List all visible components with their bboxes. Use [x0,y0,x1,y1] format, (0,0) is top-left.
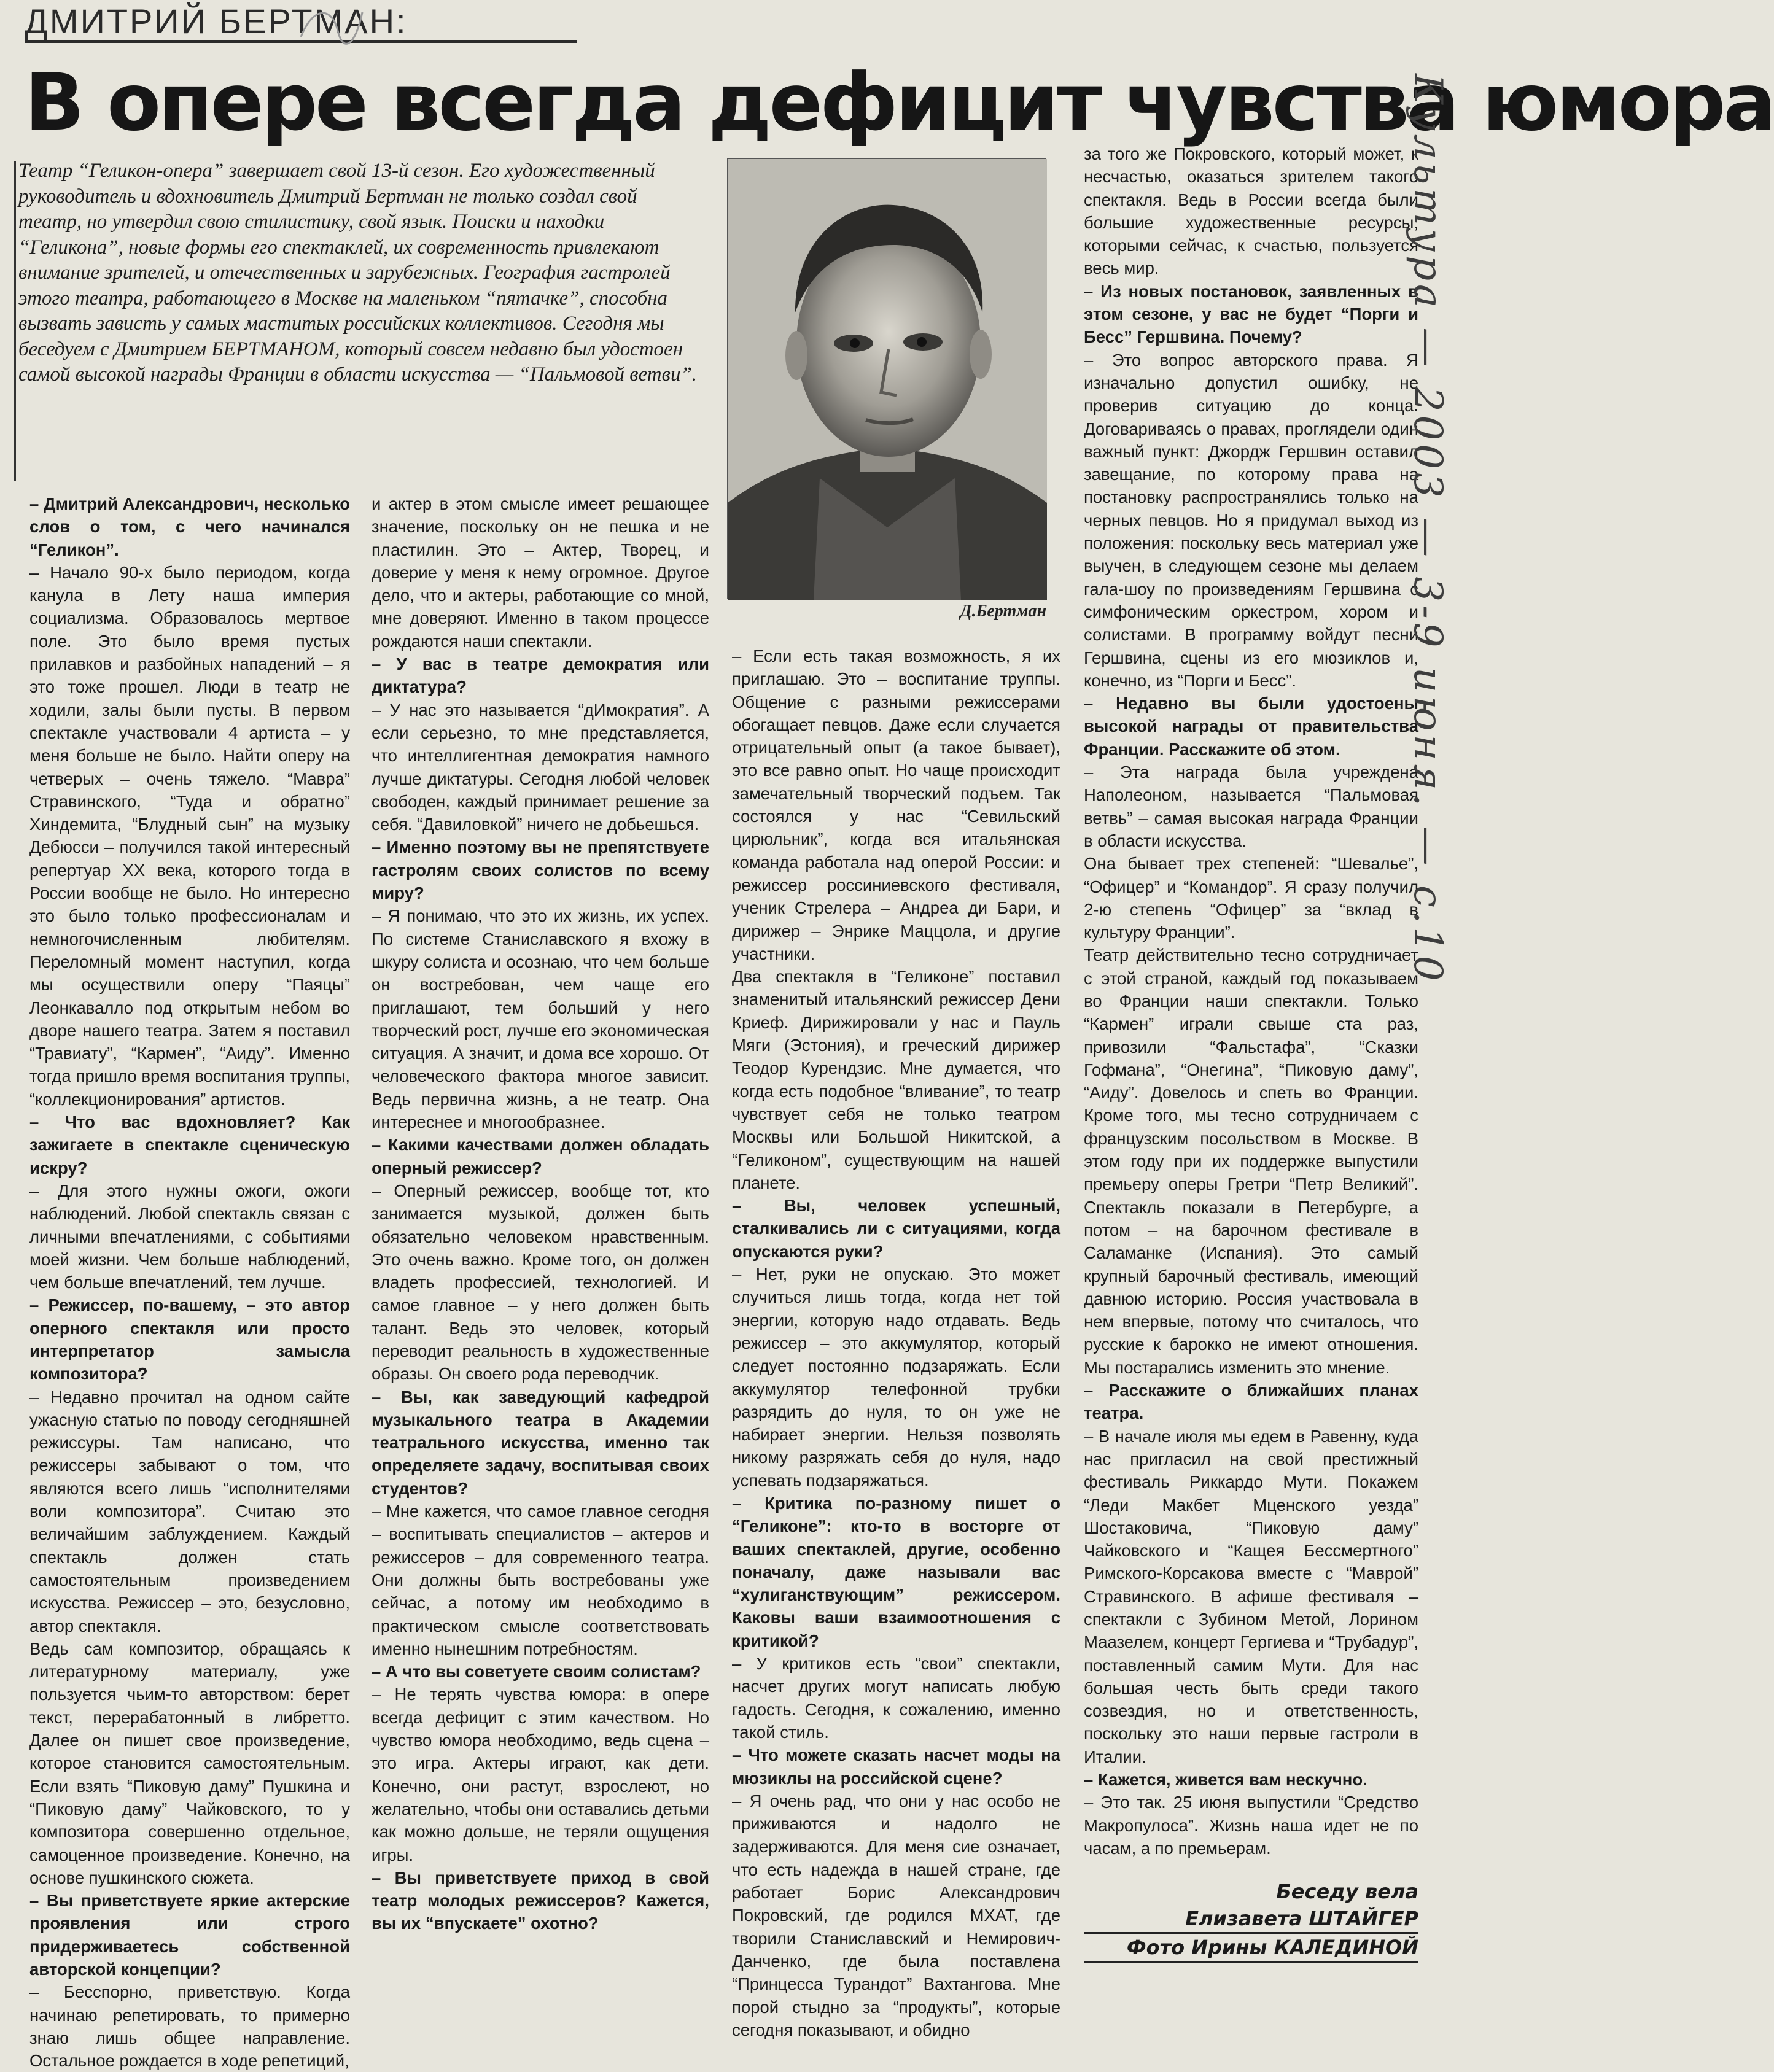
interview-answer: и актер в этом смысле имеет решающее значение, поскольку он не пешка и не пластилин. Это – Актер, Творец, и доверие у меня к нему огромное. Другое дело, что и актеры, работающие со мной, мне доверяют. Именно в таком процессе рождаются наши спектакли. [372,494,709,651]
interview-question: – Что можете сказать насчет моды на мюзиклы на российской сцене? [732,1745,1060,1788]
interview-question: – У вас в театре демократия или диктатура? [372,654,709,697]
credits-line-1: Беседу вела [1276,1880,1418,1904]
interview-answer: за того же Покровского, который может, к несчастью, оказаться зрителем такого спектакля. Ведь в России всегда были большие художественные ресурсы, которыми сейчас, к счастью, пользуется весь мир. [1084,144,1418,278]
interview-question: – Из новых постановок, заявленных в этом сезоне, у вас не будет “Порги и Бесс” Гершвина. Почему? [1084,281,1418,347]
text-column-4 [1084,142,1418,1960]
interview-answer: – В начале июля мы едем в Равенну, куда нас пригласил на свой престижный фестиваль Риккардо Мути. Покажем “Леди Макбет Мценского уезда” Шостаковича, “Пиковую даму” Чайковского и “Кащея Бессмертного” Римского-Корсакова вместе с “Маврой” Стравинского. В афише фестиваля – спектакли с Зубином Метой, Лорином Маазелем, концерт Гергиева и “Трубадур”, поставленный самим Мути. Для нас большая честь быть среди такого созвездия, но и ответственность, поскольку это наши первые гастроли в Италии. [1084,1426,1418,1766]
pencil-scribble-icon [295,0,368,49]
interview-answer: – Начало 90-х было периодом, когда канула в Лету наша империя социализма. Образовалось мертвое поле. Это было время пустых прилавков и разбойных нападений – я это тоже прошел. Люди в театр не ходили, залы были пусты. В первом спектакле участвовали 4 артиста – у меня больше не было. Найти оперу на четверых – очень тяжело. “Мавра” Стравинского, “Туда и обратно” Хиндемита, “Блудный сын” на музыку Дебюсси – получился такой интересный репертуар XX века, которого тогда в России вообще не было. Но интересно это было только профессионалам и немногочисленным любителям. Переломный момент наступил, когда мы осуществили оперу “Паяцы” Леонкавалло под открытым небом во дворе нашего театра. Затем я поставил “Травиату”, “Кармен”, “Аиду”. Именно тогда пришло время воспитания труппы, “коллекционирования” артистов. [29,562,350,1109]
credits-line-3: Фото Ирины КАЛЕДИНОЙ [1084,1932,1418,1963]
column-4-body [1084,142,1418,1860]
text-column-1 [29,492,350,2071]
interview-question: – Критика по-разному пишет о “Геликоне”: кто-то в восторге от ваших спектаклей, другие, особенно поначалу, даже называли вас “хулиганствующим” режиссером. Каковы ваши взаимоотношения с критикой? [732,1493,1060,1650]
interview-answer: – Это так. 25 июня выпустили “Средство Макропулоса”. Жизнь наша идет не по часам, а по премьерам. [1084,1793,1418,1858]
interview-answer: – Для этого нужны ожоги, ожоги наблюдений. Любой спектакль связан с личными впечатлениями, с событиями моей жизни. Чем больше наблюдений, чем больше впечатлений, тем лучше. [29,1181,350,1292]
interview-answer: – У критиков есть “свои” спектакли, насчет других могут написать любую гадость. Сегодня, к сожалению, именно такой стиль. [732,1654,1060,1742]
interview-question: – Что вас вдохновляет? Как зажигаете в спектакле сценическую искру? [29,1112,350,1178]
interview-answer: – Это вопрос авторского права. Я изначально допустил ошибку, не проверив ситуацию до конца. Договариваясь о правах, проглядели один важный пункт: Джордж Гершвин оставил завещание, по которому права на постановку распространялись только на черных певцов. Но я придумал выход из положения: поскольку весь материал уже выучен, в следующем сезоне мы делаем гала-шоу по произведениям Гершвина с симфоническим оркестром, хором и солистами. В программу войдут песни Гершвина, сцены из его мюзиклов и, конечно, из “Порги и Бесс”. [1084,350,1418,690]
lead-divider [14,161,16,481]
interview-answer: – Я понимаю, что это их жизнь, их успех. По системе Станиславского я вхожу в шкуру солиста и осознаю, что чем больше он востребован, чем чаще его приглашают, тем больший у него творческий рост, лучше его экономическая ситуация. А значит, и дома все хорошо. От человеческого фактора многое зависит. Ведь первична жизнь, а не театр. Она интереснее и многообразнее. [372,906,709,1132]
interview-question: – Вы, человек успешный, сталкивались ли с ситуациями, когда опускаются руки? [732,1196,1060,1261]
interview-answer: – Недавно прочитал на одном сайте ужасную статью по поводу сегодняшней режиссуры. Там написано, что режиссеры забывают о том, что являются всего лишь “исполнителями воли композитора”. Считаю это величайшим заблуждением. Каждый спектакль должен стать самостоятельным произведением искусства. Режиссер – это, безусловно, автор спектакля. [29,1387,350,1635]
interview-question: – Кажется, живется вам нескучно. [1084,1770,1367,1790]
interview-answer: – Мне кажется, что самое главное сегодня – воспитывать специалистов – актеров и режиссеров – для современного театра. Они должны быть востребованы уже сейчас, а потому им необходимо в практическом смысле соответствовать именно нынешним потребностям. [372,1502,709,1658]
photo-caption: Д.Бертман [960,602,1046,621]
article-headline: В опере всегда дефицит чувства юмора [25,57,1774,149]
interview-answer: – Бесспорно, приветствую. Когда начинаю репетировать, то примерно знаю лишь общее направление. Остальное рождается в ходе репетиций, [29,1982,350,2071]
handwritten-note: Культура — 2003 — 3-9 июня. — с.10 [1405,74,1450,985]
interview-answer: – Нет, руки не опускаю. Это может случиться лишь тогда, когда нет той энергии, которую надо отдавать. Ведь режиссер – это аккумулятор, который следует постоянно подзаряжать. Если аккумулятор телефонной трубки разрядить до нуля, то он уже не набирает энергии. Нельзя позволять никому разряжать себя до нуля, надо успевать подзаряжаться. [732,1265,1060,1490]
credits-line-2: Елизавета ШТАЙГЕР [1185,1907,1418,1931]
interview-answer: Театр действительно тесно сотрудничает с этой страной, каждый год показываем во Франции наши спектакли. Только “Кармен” играли свыше ста раз, привозили “Фальстафа”, “Сказки Гофмана”, “Онегина”, “Пиковую даму”, “Аиду”. Довелось и спеть во Франции. Кроме того, мы тесно сотрудничаем с французским посольством в Москве. В этом году при их поддержке выпустили премьеру оперы Гретри “Петр Великий”. Спектакль показали в Петербурге, а потом – на барочном фестивале в Саламанке (Испания). Это самый крупный барочный фестиваль, имеющий давнюю историю. Россия участвовала в нем впервые, потому что считалось, что русские к барокко не имеют отношения. Мы постарались изменить это мнение. [1084,945,1418,1377]
article-kicker: ДМИТРИЙ БЕРТМАН: [25,0,577,43]
portrait-photo [727,158,1046,599]
article-lead: Театр “Геликон-опера” завершает свой 13-й сезон. Его художественный руководитель и вдохновитель Дмитрий Бертман не только создал свой театр, но утвердил свою стилистику, свой язык. Поиски и находки “Геликона”, новые формы его спектаклей, их современность привлекают внимание зрителей, и отечественных и зарубежных. География гастролей этого театра, работающего в Москве на маленьком “пятачке”, способна вызвать зависть у самых маститых российских коллективов. Сегодня мы беседуем с Дмитрием БЕРТМАНОМ, который совсем недавно был удостоен самой высокой награды Франции в области искусства — “Пальмовой ветви”. [18,160,698,386]
interview-answer: – У нас это называется “дИмократия”. А если серьезно, то мне представляется, что интеллигентная демократия намного лучше диктатуры. Сегодня любой человек свободен, каждый принимает решение за себя. “Давиловкой” ничего не добьешься. [372,700,709,834]
interview-answer: Два спектакля в “Геликоне” поставил знаменитый итальянский режиссер Дени Криеф. Дирижировали у нас и Пауль Мяги (Эстония), и греческий дирижер Теодор Курендзис. Мне думается, что когда есть подобное “вливание”, то театр чувствует себя не только театром Москвы или Большой Никитской, а “Геликоном”, существующим на нашей планете. [732,967,1060,1192]
interview-answer: Ведь сам композитор, обращаясь к литературному материалу, уже пользуется чьим-то авторством: берет текст, перерабатонный в либретто. Далее он пишет свое произведение, которое становится самостоятельным. Если взять “Пиковую даму” Пушкина и “Пиковую даму” Чайковского, то у композитора совершенно отдельное, самоценное произведение. Конечно, на основе пушкинского сюжета. [29,1639,350,1887]
interview-question: – А что вы советуете своим солистам? [372,1662,701,1682]
interview-question: – Режиссер, по-вашему, – это автор оперного спектакля или просто интерпретатор замысла композитора? [29,1295,350,1384]
interview-answer: – Оперный режиссер, вообще тот, кто занимается музыкой, должен быть обязательно человеком нравственным. Это очень важно. Кроме того, он должен владеть профессией, технологией. И самое главное – у него должен быть талант. Ведь это человек, который переводит реальность в художественные образы. Он своего рода переводчик. [372,1181,709,1384]
interview-question: – Именно поэтому вы не препятствуете гастролям своих солистов по всему миру? [372,837,709,903]
interview-question: – Вы приветствуете яркие актерские проявления или строго придерживаетесь собственной авторской концепции? [29,1891,350,1979]
interview-answer: – Я очень рад, что они у нас особо не приживаются и надолго не задерживаются. Для меня сие означает, что есть надежда в нашей стране, где работает Борис Александрович Покровский, где родился МХАТ, где творили Станиславский и Немирович-Данченко, где была поставлена “Принцесса Турандот” Вахтангова. Мне порой стыдно за “продукты”, которые сегодня показывают, и обидно [732,1791,1060,2039]
interview-question: – Расскажите о ближайших планах театра. [1084,1381,1418,1423]
interview-question: – Недавно вы были удостоены высокой награды от правительства Франции. Расскажите об этом. [1084,694,1418,759]
interview-answer: – Не терять чувства юмора: в опере всегда дефицит с этим качеством. Но чувство юмора необходимо, ведь сцена – это игра. Актеры играют, как дети. Конечно, они растут, взрослеют, но желательно, чтобы они оставались детьми как можно дольше, не теряли ощущения игры. [372,1685,709,1864]
credits [1084,1878,1418,1963]
portrait-illustration [728,159,1047,600]
text-column-3 [732,645,1060,2038]
interview-answer: Она бывает трех степеней: “Шевалье”, “Офицер” и “Командор”. Я сразу получил 2-ю степень “Офицер” за “вклад в культуру Франции”. [1084,854,1418,942]
interview-question: – Вы приветствуете приход в свой театр молодых режиссеров? Кажется, вы их “впускаете” охотно? [372,1868,709,1933]
text-column-2 [372,492,709,2039]
interview-question: – Дмитрий Александрович, несколько слов о том, с чего начинался “Геликон”. [29,494,350,559]
interview-question: – Какими качествами должен обладать оперный режиссер? [372,1135,709,1178]
interview-answer: – Если есть такая возможность, я их приглашаю. Это – воспитание труппы. Общение с разными режиссерами обогащает певцов. Даже если случается отрицательный опыт (а такое бывает), это все равно опыт. Но чаще происходит замечательный творческий подъем. Так состоялся у нас “Севильский цирюльник”, когда вся итальянская команда работала над оперой России: и режиссер россиниевского фестиваля, ученик Стрелера – Андреа ди Бари, и дирижер – Энрике Маццола, и другие участники. [732,646,1060,963]
interview-question: – Вы, как заведующий кафедрой музыкального театра в Академии театрального искусства, именно так определяете задачу, воспитывая своих студентов? [372,1387,709,1498]
interview-answer: – Эта награда была учреждена Наполеоном, называется “Пальмовая ветвь” – самая высокая награда Франции в области искусства. [1084,762,1418,850]
